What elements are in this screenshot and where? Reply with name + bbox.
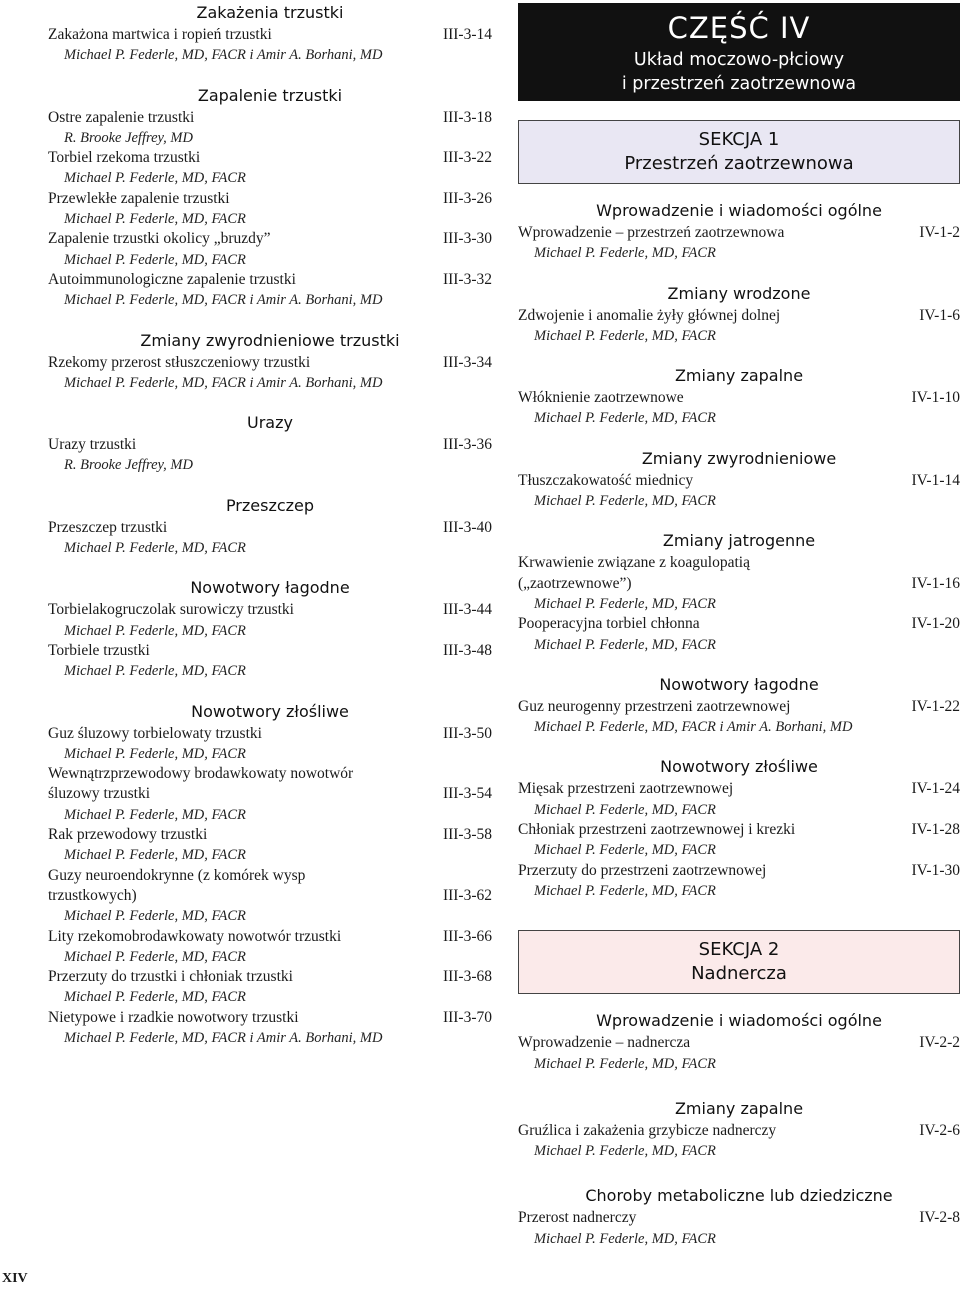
entry-page-number: IV-2-2 (919, 1034, 960, 1052)
entry-row (518, 820, 960, 840)
section-1-box (518, 120, 960, 184)
entry-title-line1: Guzy neuroendokrynne (z komórek wysp (48, 866, 306, 884)
entry-author: Michael P. Federle, MD, FACR (64, 540, 246, 557)
entry-author: Michael P. Federle, MD, FACR (64, 170, 246, 187)
entry-row (518, 614, 960, 634)
section-heading: Zmiany zapalne (674, 1098, 804, 1118)
entry-row (48, 25, 492, 45)
entry-title-first-line (518, 553, 960, 573)
section-heading: Zmiany wrodzone (667, 283, 811, 303)
toc-entry (518, 1121, 960, 1162)
entry-title: Przerzuty do przestrzeni zaotrzewnowej (518, 861, 767, 879)
section-1-number: SEKCJA 1 (698, 129, 780, 150)
section-heading: Choroby metaboliczne lub dziedziczne (585, 1186, 893, 1206)
section-2-contents (518, 994, 960, 1249)
section-heading: Zmiany zwyrodnieniowe (641, 448, 837, 468)
toc-entry (518, 553, 960, 614)
entry-row (518, 388, 960, 408)
section-heading: Nowotwory złośliwe (660, 757, 818, 777)
entry-row (518, 697, 960, 717)
toc-entry (48, 967, 492, 1008)
section-heading: Nowotwory złośliwe (191, 701, 349, 721)
section-heading: Zakażenia trzustki (196, 3, 344, 22)
entry-title: Ostre zapalenie trzustki (48, 108, 195, 126)
entry-page-number: III-3-62 (442, 886, 492, 904)
part-subtitle-line2: i przestrzeń zaotrzewnowa (621, 74, 857, 94)
entry-page-number: III-3-50 (442, 724, 492, 742)
entry-page-number: IV-1-28 (911, 821, 960, 839)
entry-page-number: III-3-66 (442, 927, 492, 945)
toc-entry (518, 861, 960, 902)
entry-page-number: III-3-40 (442, 518, 492, 536)
entry-page-number: IV-1-14 (911, 471, 960, 489)
entry-title: Autoimmunologiczne zapalenie trzustki (48, 270, 296, 288)
entry-author: Michael P. Federle, MD, FACR (64, 948, 246, 965)
entry-author: Michael P. Federle, MD, FACR (64, 622, 246, 639)
entry-author: Michael P. Federle, MD, FACR (534, 595, 716, 612)
entry-author: Michael P. Federle, MD, FACR (64, 847, 246, 864)
toc-entry (48, 600, 492, 641)
entry-row (518, 1033, 960, 1053)
toc-entry (48, 270, 492, 311)
section-heading: Nowotwory łagodne (190, 578, 350, 598)
entry-row (48, 518, 492, 538)
entry-title: Torbiel rzekoma trzustki (48, 149, 201, 167)
entry-row (48, 927, 492, 947)
entry-row (518, 1208, 960, 1228)
entry-row (48, 967, 492, 987)
toc-entry (518, 388, 960, 429)
section-heading: Zmiany jatrogenne (662, 531, 816, 551)
entry-author: Michael P. Federle, MD, FACR (64, 989, 246, 1006)
toc-entry (518, 779, 960, 820)
entry-row (518, 779, 960, 799)
entry-title-first-line (48, 764, 492, 784)
toc-entry (48, 229, 492, 270)
entry-page-number: III-3-58 (442, 826, 492, 844)
toc-entry (518, 820, 960, 861)
entry-title: Przeszczep trzustki (48, 518, 168, 536)
entry-title: Włóknienie zaotrzewnowe (518, 389, 684, 407)
entry-page-number: IV-1-24 (911, 780, 960, 798)
section-heading: Wprowadzenie i wiadomości ogólne (596, 201, 882, 220)
entry-page-number: IV-2-6 (919, 1121, 960, 1139)
entry-title: Guz śluzowy torbielowaty trzustki (48, 724, 262, 742)
section-1-contents (518, 184, 960, 901)
entry-author: R. Brooke Jeffrey, MD (64, 129, 193, 146)
entry-row (48, 148, 492, 168)
entry-title-first-line (48, 866, 492, 886)
entry-page-number: IV-1-6 (919, 306, 960, 324)
entry-page-number: III-3-34 (442, 353, 492, 371)
entry-row (518, 574, 960, 594)
entry-page-number: III-3-26 (442, 189, 492, 207)
entry-title: Wprowadzenie – nadnercza (518, 1034, 691, 1052)
entry-title: Torbiele trzustki (48, 641, 150, 659)
toc-entry (48, 764, 492, 825)
entry-page-number: III-3-30 (442, 230, 492, 248)
entry-author: Michael P. Federle, MD, FACR (534, 842, 716, 859)
toc-entry (48, 353, 492, 394)
entry-author: Michael P. Federle, MD, FACR (534, 327, 716, 344)
entry-page-number: III-3-44 (442, 601, 492, 619)
entry-title: Urazy trzustki (48, 436, 137, 454)
entry-page-number: III-3-48 (442, 641, 492, 659)
toc-entry (48, 435, 492, 476)
toc-entry (48, 641, 492, 682)
entry-page-number: III-3-68 (442, 968, 492, 986)
entry-title: Mięsak przestrzeni zaotrzewnowej (518, 780, 734, 798)
entry-title-line1: Krwawienie związane z koagulopatią (518, 554, 750, 572)
entry-page-number: III-3-70 (442, 1008, 492, 1026)
entry-row (518, 223, 960, 243)
entry-page-number: IV-1-20 (911, 615, 960, 633)
entry-page-number: III-3-22 (442, 149, 492, 167)
entry-page-number: IV-1-16 (911, 574, 960, 592)
entry-author: Michael P. Federle, MD, FACR i Amir A. Borhani, MD (64, 47, 383, 64)
entry-author: Michael P. Federle, MD, FACR (534, 1143, 716, 1160)
left-column (48, 0, 492, 1048)
entry-row (48, 270, 492, 290)
entry-row (48, 724, 492, 744)
entry-title: Przewlekłe zapalenie trzustki (48, 189, 230, 207)
entry-title: Zakażona martwica i ropień trzustki (48, 26, 272, 43)
entry-title: Lity rzekomobrodawkowaty nowotwór trzustki (48, 927, 342, 945)
section-heading: Przeszczep (225, 495, 315, 515)
entry-title: Przerost nadnerczy (518, 1209, 637, 1227)
entry-row (48, 825, 492, 845)
entry-row (48, 108, 492, 128)
entry-page-number: IV-1-30 (911, 861, 960, 879)
entry-author: Michael P. Federle, MD, FACR (64, 745, 246, 762)
toc-entry (48, 866, 492, 927)
section-heading: Zapalenie trzustki (197, 85, 343, 105)
entry-row (518, 471, 960, 491)
toc-entry (48, 825, 492, 866)
entry-page-number: IV-1-22 (911, 697, 960, 715)
entry-author: Michael P. Federle, MD, FACR i Amir A. Borhani, MD (534, 719, 853, 736)
toc-entry (518, 223, 960, 264)
entry-title: Pooperacyjna torbiel chłonna (518, 615, 700, 633)
entry-title: Tłuszczakowatość miednicy (518, 471, 694, 489)
entry-author: Michael P. Federle, MD, FACR (64, 211, 246, 228)
entry-row (48, 189, 492, 209)
entry-title: śluzowy trzustki (48, 785, 151, 803)
toc-entry (48, 148, 492, 189)
entry-title: Torbielakogruczolak surowiczy trzustki (48, 601, 294, 619)
entry-row (48, 353, 492, 373)
toc-entry (48, 189, 492, 230)
entry-title: Rzekomy przerost stłuszczeniowy trzustki (48, 353, 311, 371)
entry-row (48, 886, 492, 906)
entry-title: Nietypowe i rzadkie nowotwory trzustki (48, 1008, 299, 1026)
entry-author: Michael P. Federle, MD, FACR (64, 908, 246, 925)
section-heading: Zmiany zapalne (674, 366, 804, 386)
toc-entry (48, 25, 492, 66)
entry-author: Michael P. Federle, MD, FACR (534, 636, 716, 653)
entry-row (48, 435, 492, 455)
entry-page-number: III-3-54 (442, 785, 492, 803)
toc-entry (48, 518, 492, 559)
entry-author: Michael P. Federle, MD, FACR i Amir A. Borhani, MD (64, 374, 383, 391)
entry-author: Michael P. Federle, MD, FACR (534, 410, 716, 427)
section-heading: Nowotwory łagodne (659, 674, 819, 694)
entry-author: Michael P. Federle, MD, FACR i Amir A. Borhani, MD (64, 1029, 383, 1046)
entry-author: Michael P. Federle, MD, FACR (534, 1055, 716, 1072)
section-heading: Wprowadzenie i wiadomości ogólne (596, 1011, 882, 1031)
section-2-box (518, 930, 960, 994)
entry-row (48, 1008, 492, 1028)
entry-page-number: III-3-36 (442, 436, 492, 454)
entry-author: Michael P. Federle, MD, FACR (64, 251, 246, 268)
entry-row (48, 784, 492, 804)
entry-title: Guz neurogenny przestrzeni zaotrzewnowej (518, 697, 791, 715)
entry-row (518, 1121, 960, 1141)
toc-entry (48, 724, 492, 765)
entry-title: Przerzuty do trzustki i chłoniak trzustki (48, 968, 293, 986)
entry-title: Gruźlica i zakażenia grzybicze nadnerczy (518, 1121, 777, 1139)
part-subtitle-line1: Układ moczowo-płciowy (633, 50, 845, 70)
part-header (518, 3, 960, 101)
toc-entry (48, 108, 492, 149)
entry-title: Rak przewodowy trzustki (48, 826, 208, 844)
entry-row (48, 600, 492, 620)
entry-page-number: IV-1-10 (911, 389, 960, 407)
entry-author: Michael P. Federle, MD, FACR (64, 806, 246, 823)
entry-author: Michael P. Federle, MD, FACR (534, 801, 716, 818)
entry-title: Zapalenie trzustki okolicy „bruzdy” (48, 230, 271, 248)
entry-page-number: IV-1-2 (919, 224, 960, 241)
section-heading: Zmiany zwyrodnieniowe trzustki (140, 330, 400, 350)
toc-entry (518, 1033, 960, 1074)
entry-title: Wprowadzenie – przestrzeń zaotrzewnowa (518, 224, 785, 241)
entry-page-number: III-3-32 (442, 270, 492, 288)
entry-author: R. Brooke Jeffrey, MD (64, 457, 193, 474)
entry-title: Zdwojenie i anomalie żyły głównej dolnej (518, 306, 781, 324)
entry-author: Michael P. Federle, MD, FACR (534, 493, 716, 510)
toc-entry (518, 614, 960, 655)
section-1-name: Przestrzeń zaotrzewnowa (624, 153, 854, 174)
entry-title: Chłoniak przestrzeni zaotrzewnowej i krezki (518, 821, 796, 839)
toc-entry (48, 927, 492, 968)
entry-row (48, 229, 492, 249)
entry-title: („zaotrzewnowe”) (518, 574, 632, 592)
section-2-name: Nadnercza (691, 963, 787, 985)
entry-title: trzustkowych) (48, 886, 137, 904)
entry-author: Michael P. Federle, MD, FACR i Amir A. Borhani, MD (64, 292, 383, 309)
toc-entry (518, 306, 960, 347)
part-title: CZĘŚĆ IV (667, 11, 811, 45)
entry-author: Michael P. Federle, MD, FACR (534, 1230, 716, 1247)
entry-page-number: IV-2-8 (919, 1209, 960, 1227)
entry-row (48, 641, 492, 661)
toc-entry (518, 697, 960, 738)
right-column (518, 0, 960, 1249)
section-2-number: SEKCJA 2 (698, 939, 780, 961)
entry-row (518, 861, 960, 881)
entry-page-number: III-3-14 (442, 26, 492, 43)
toc-entry (48, 1008, 492, 1049)
entry-author: Michael P. Federle, MD, FACR (534, 245, 716, 262)
entry-page-number: III-3-18 (442, 108, 492, 126)
page-folio: XIV (2, 1271, 28, 1286)
entry-title-line1: Wewnątrzprzewodowy brodawkowaty nowotwór (48, 765, 354, 783)
toc-entry (518, 1208, 960, 1249)
entry-row (518, 306, 960, 326)
toc-entry (518, 471, 960, 512)
entry-author: Michael P. Federle, MD, FACR (64, 663, 246, 680)
entry-author: Michael P. Federle, MD, FACR (534, 882, 716, 899)
section-heading: Urazy (247, 413, 293, 433)
